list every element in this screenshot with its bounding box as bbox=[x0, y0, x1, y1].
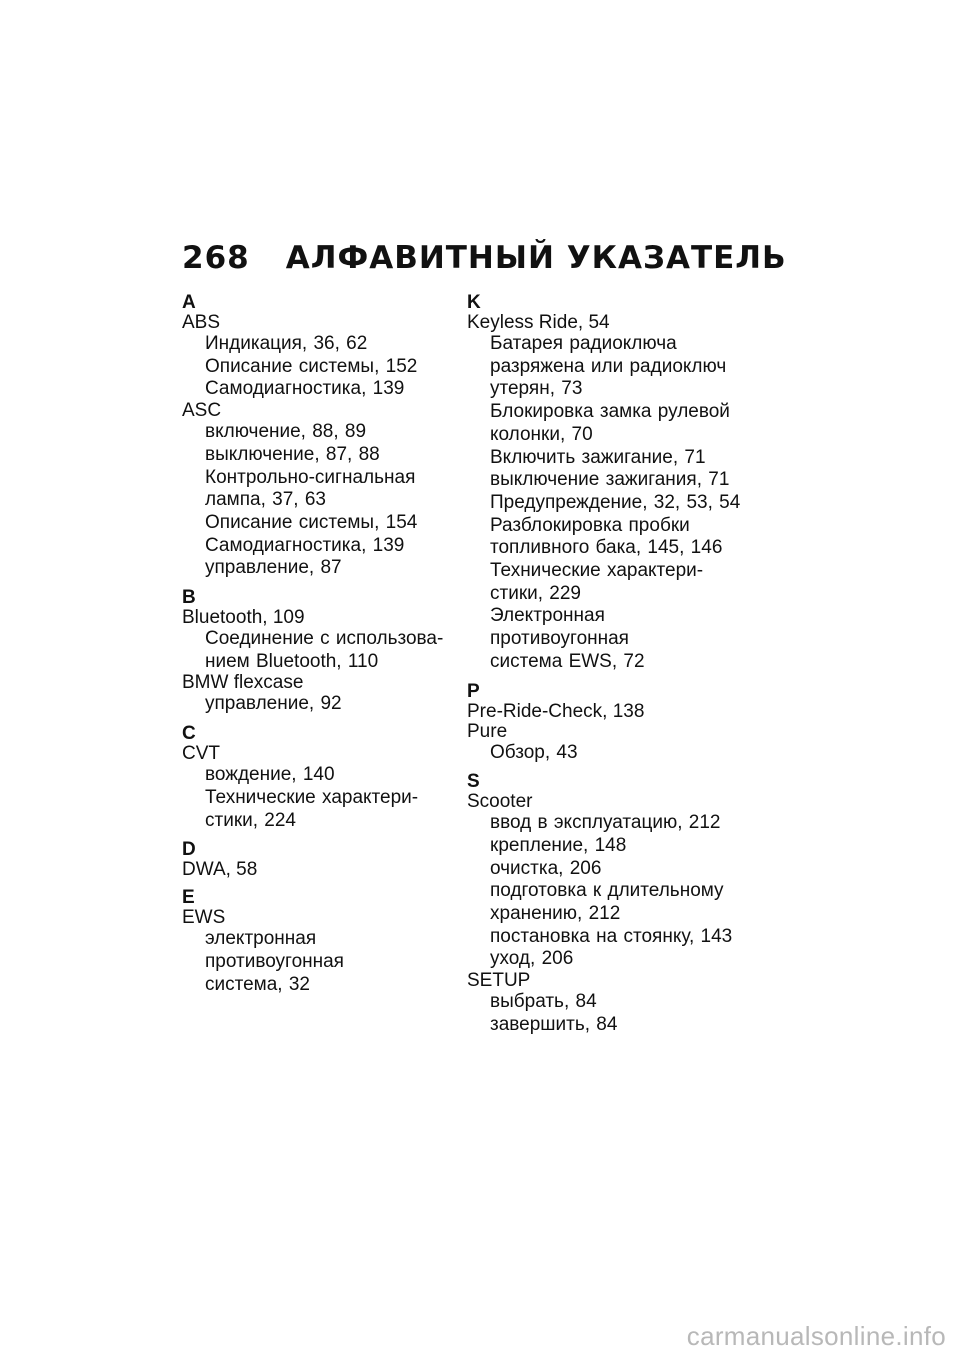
index-term: ASC bbox=[182, 400, 222, 422]
index-group bbox=[467, 772, 742, 1036]
index-group bbox=[182, 724, 457, 832]
index-letter: S bbox=[467, 771, 480, 793]
index-term: CVT bbox=[182, 743, 220, 765]
index-subentry: уход, 206 bbox=[490, 948, 574, 970]
index-term: Keyless Ride, 54 bbox=[467, 312, 610, 333]
index-term: Pure bbox=[467, 720, 508, 742]
index-subentry: Батарея радиоключа bbox=[490, 333, 677, 354]
index-letter: E bbox=[182, 887, 195, 909]
page-title: АЛФАВИТНЫЙ УКАЗАТЕЛЬ bbox=[285, 240, 787, 276]
index-subentry: крепление, 148 bbox=[490, 834, 627, 856]
index-group bbox=[467, 293, 742, 674]
index-subentry: постановка на стоянку, 143 bbox=[490, 925, 733, 947]
index-group bbox=[467, 682, 742, 765]
index-subentry: система, 32 bbox=[205, 973, 310, 995]
index-subentry: Включить зажигание, 71 bbox=[490, 446, 706, 468]
page-header bbox=[182, 240, 787, 276]
index-letter: K bbox=[467, 292, 481, 313]
index-group bbox=[182, 888, 457, 996]
index-term: SETUP bbox=[467, 970, 531, 992]
index-subentry: управление, 92 bbox=[205, 693, 342, 715]
index-subentry: очистка, 206 bbox=[490, 857, 602, 879]
index-subentry: стики, 224 bbox=[205, 809, 296, 831]
index-term: EWS bbox=[182, 907, 226, 929]
index-column-left bbox=[182, 293, 457, 996]
index-subentry: нием Bluetooth, 110 bbox=[205, 650, 379, 672]
index-subentry: Электронная противоугонная bbox=[490, 605, 629, 650]
index-term: Pre-Ride-Check, 138 bbox=[467, 700, 645, 722]
index-subentry: Обзор, 43 bbox=[490, 741, 578, 763]
index-term: BMW flexcase bbox=[182, 672, 304, 694]
index-subentry: Описание системы, 152 bbox=[205, 355, 418, 377]
index-subentry: Индикация, 36, 62 bbox=[205, 333, 368, 354]
index-subentry: Блокировка замка рулевой bbox=[490, 401, 730, 423]
watermark: carmanualsonline.info bbox=[686, 1321, 946, 1351]
index-subentry: хранению, 212 bbox=[490, 903, 621, 925]
index-subentry: Технические характери- bbox=[205, 786, 419, 808]
page-number: 268 bbox=[182, 240, 250, 276]
index-subentry: завершить, 84 bbox=[490, 1013, 618, 1035]
index-subentry: выбрать, 84 bbox=[490, 991, 597, 1013]
index-subentry: Соединение с использова- bbox=[205, 628, 444, 650]
index-subentry: управление, 87 bbox=[205, 557, 342, 579]
index-subentry: система EWS, 72 bbox=[490, 650, 645, 672]
index-subentry: Технические характери- bbox=[490, 560, 704, 582]
index-group bbox=[182, 840, 457, 880]
index-subentry: Самодиагностика, 139 bbox=[205, 378, 405, 400]
index-subentry: Описание системы, 154 bbox=[205, 511, 418, 533]
index-subentry: Предупреждение, 32, 53, 54 bbox=[490, 491, 741, 513]
index-subentry: включение, 88, 89 bbox=[205, 421, 367, 443]
index-term: Scooter bbox=[467, 791, 533, 813]
index-subentry: ввод в эксплуатацию, 212 bbox=[490, 812, 721, 834]
index-subentry: разряжена или радиоключ bbox=[490, 355, 727, 377]
index-column-right bbox=[467, 293, 742, 1037]
index-subentry: выключение зажигания, 71 bbox=[490, 469, 730, 491]
index-term: Bluetooth, 109 bbox=[182, 607, 305, 629]
index-subentry: выключение, 87, 88 bbox=[205, 443, 380, 465]
index-letter: D bbox=[182, 839, 196, 861]
index-subentry: стики, 229 bbox=[490, 582, 581, 604]
index-subentry: топливного бака, 145, 146 bbox=[490, 537, 723, 559]
index-subentry: лампа, 37, 63 bbox=[205, 489, 326, 511]
index-subentry: колонки, 70 bbox=[490, 423, 593, 445]
index-letter: P bbox=[467, 680, 480, 702]
index-subentry: Разблокировка пробки bbox=[490, 514, 690, 536]
index-subentry: Самодиагностика, 139 bbox=[205, 534, 405, 556]
index-term: ABS bbox=[182, 312, 221, 333]
index-letter: C bbox=[182, 723, 196, 745]
index-letter: A bbox=[182, 292, 196, 313]
index-subentry: утерян, 73 bbox=[490, 378, 583, 400]
index-subentry: Контрольно-сигнальная bbox=[205, 466, 416, 488]
index-group bbox=[182, 293, 457, 580]
index-subentry: вождение, 140 bbox=[205, 764, 335, 786]
index-group bbox=[182, 588, 457, 716]
index-subentry: подготовка к длительному bbox=[490, 880, 724, 902]
index-term: DWA, 58 bbox=[182, 859, 258, 881]
index-letter: B bbox=[182, 587, 196, 609]
index-subentry: электронная противоугонная bbox=[205, 928, 344, 972]
